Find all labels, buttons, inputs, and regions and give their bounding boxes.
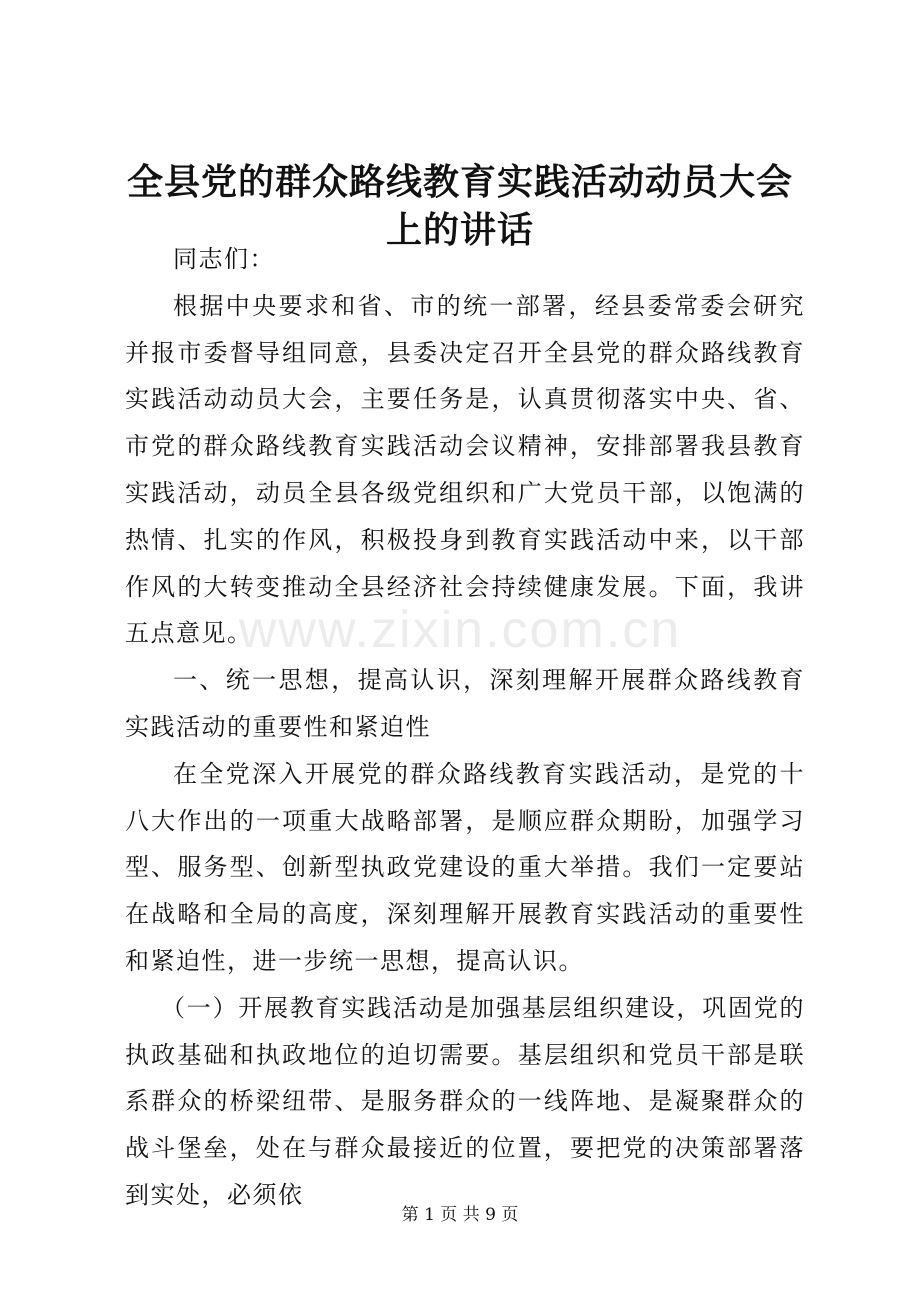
document-body [125, 236, 805, 1219]
page-number-footer: 第 1 页 共 9 页 [401, 1205, 519, 1225]
document-title: 全县党的群众路线教育实践活动动员大会上的讲话 [126, 161, 793, 251]
paragraph-subsection-1: （一）开展教育实践活动是加强基层组织建设，巩固党的执政基础和执政地位的迫切需要。基层组织和党员干部是联系群众的桥梁纽带、是服务群众的一线阵地、是凝聚群众的战斗堡垒，处在与群众最接近的位置，要把党的决策部署落到实处，必须依 [125, 993, 805, 1209]
section-heading-1: 一、统一思想，提高认识，深刻理解开展群众路线教育实践活动的重要性和紧迫性 [125, 666, 805, 741]
paragraph-section-1: 在全党深入开展党的群众路线教育实践活动，是党的十八大作出的一项重大战略部署，是顺应群众期盼，加强学习型、服务型、创新型执政党建设的重大举措。我们一定要站在战略和全局的高度，深刻理解开展教育实践活动的重要性和紧迫性，进一步统一思想，提高认识。 [125, 759, 805, 975]
paragraph-intro: 根据中央要求和省、市的统一部署，经县委常委会研究并报市委督导组同意，县委决定召开全县党的群众路线教育实践活动动员大会，主要任务是，认真贯彻落实中央、省、市党的群众路线教育实践活动会议精神，安排部署我县教育实践活动，动员全县各级党组织和广大党员干部，以饱满的热情、扎实的作风，积极投身到教育实践活动中来，以干部作风的大转变推动全县经济社会持续健康发展。下面，我讲五点意见。 [125, 291, 805, 648]
salutation: 同志们： [173, 245, 275, 273]
watermark: www.zixin.com.cn [238, 601, 682, 659]
